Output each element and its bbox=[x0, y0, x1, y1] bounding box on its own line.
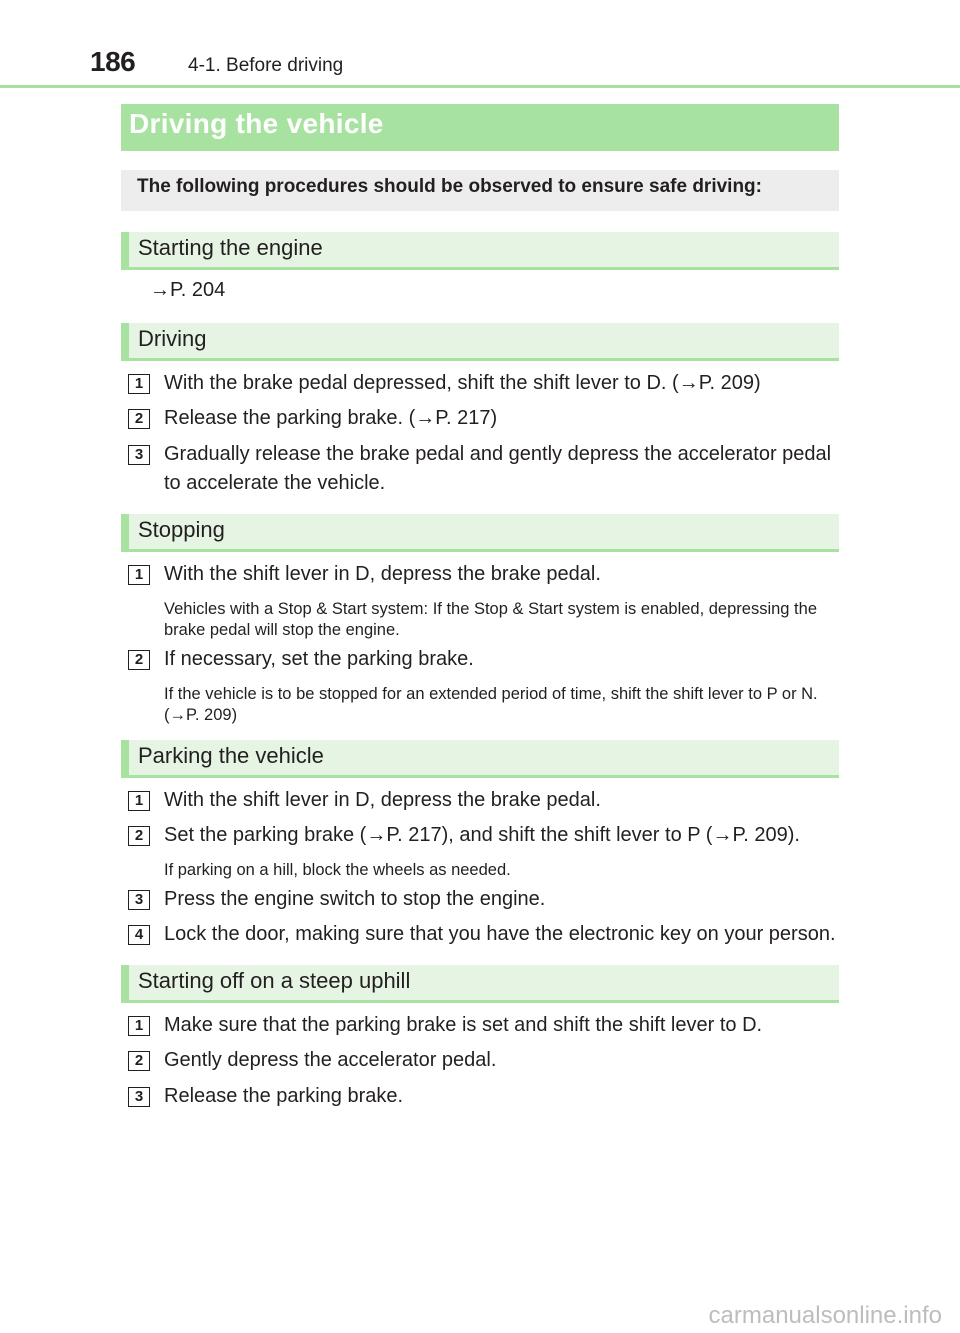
step-text: Gently depress the accelerator pedal. bbox=[164, 1049, 497, 1071]
step-text: Gradually release the brake pedal and gently depress the accelerator pedal to accelerate the vehicle. bbox=[164, 443, 832, 494]
step-number-badge: 2 bbox=[128, 1051, 150, 1071]
step-text: Lock the door, making sure that you have the electronic key on your person. bbox=[164, 923, 836, 945]
step-number-badge: 1 bbox=[128, 791, 150, 811]
step-number-badge: 1 bbox=[128, 374, 150, 394]
section-heading-stopping: Stopping bbox=[121, 514, 839, 552]
step-text: If necessary, set the parking brake. bbox=[164, 648, 474, 670]
step-note: Vehicles with a Stop & Start system: If the Stop & Start system is enabled, depressing the brake pedal will stop the engine. bbox=[164, 600, 817, 639]
step-number-badge: 2 bbox=[128, 650, 150, 670]
step-text: Make sure that the parking brake is set and shift the shift lever to D. bbox=[164, 1014, 763, 1036]
page-title: Driving the vehicle bbox=[121, 104, 839, 151]
watermark: carmanualsonline.info bbox=[708, 1302, 942, 1329]
section-heading-starting: Starting the engine bbox=[121, 232, 839, 270]
section-heading-driving: Driving bbox=[121, 323, 839, 361]
step-number-badge: 4 bbox=[128, 925, 150, 945]
step-text: With the shift lever in D, depress the brake pedal. bbox=[164, 563, 601, 585]
step-number-badge: 3 bbox=[128, 1087, 150, 1107]
step-text: With the shift lever in D, depress the brake pedal. bbox=[164, 789, 601, 811]
step-text: Release the parking brake. (→P. 217) bbox=[164, 407, 498, 429]
step-note: If parking on a hill, block the wheels as needed. bbox=[164, 861, 511, 879]
step-text: Release the parking brake. bbox=[164, 1085, 404, 1107]
header-divider bbox=[0, 85, 960, 88]
section-heading-uphill: Starting off on a steep uphill bbox=[121, 965, 839, 1003]
step-note: If the vehicle is to be stopped for an extended period of time, shift the shift lever to P or N. (→P. 209) bbox=[164, 685, 818, 724]
step-text: Press the engine switch to stop the engine. bbox=[164, 888, 546, 910]
step-text: With the brake pedal depressed, shift the shift lever to D. (→P. 209) bbox=[164, 372, 761, 394]
section-heading-parking: Parking the vehicle bbox=[121, 740, 839, 778]
step-text: Set the parking brake (→P. 217), and shift the shift lever to P (→P. 209). bbox=[164, 824, 800, 846]
step-number-badge: 2 bbox=[128, 826, 150, 846]
step-number-badge: 3 bbox=[128, 445, 150, 465]
step-number-badge: 1 bbox=[128, 565, 150, 585]
intro-text: The following procedures should be observed to ensure safe driving: bbox=[121, 170, 839, 211]
chapter-title: 4-1. Before driving bbox=[188, 55, 344, 76]
page-reference-link[interactable]: →P. 204 bbox=[150, 279, 226, 301]
step-number-badge: 1 bbox=[128, 1016, 150, 1036]
page-number: 186 bbox=[90, 46, 136, 77]
step-number-badge: 2 bbox=[128, 409, 150, 429]
step-number-badge: 3 bbox=[128, 890, 150, 910]
